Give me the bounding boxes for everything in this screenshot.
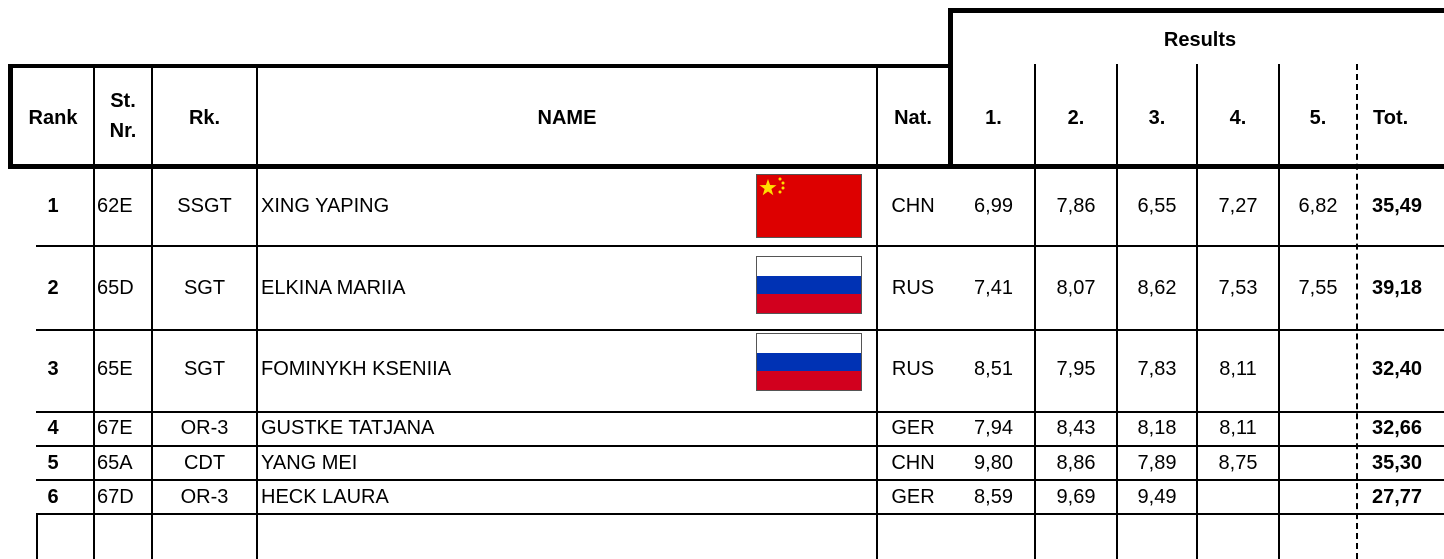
row-2-st-nr: 65D xyxy=(97,277,134,299)
rk-header: Rk. xyxy=(188,107,221,129)
row-5-total: 35,30 xyxy=(1372,452,1423,474)
col-line-c xyxy=(151,64,153,559)
row-4-name: GUSTKE TATJANA xyxy=(261,417,435,439)
row-1-name: XING YAPING xyxy=(261,195,390,217)
row-6-nat: GER xyxy=(891,486,935,508)
row-1-series-1: 6,99 xyxy=(974,195,1013,217)
row-2-nat: RUS xyxy=(891,277,935,299)
col-line-h xyxy=(1196,64,1198,559)
row-6-rank: 6 xyxy=(47,486,59,508)
row-5-series-3: 7,89 xyxy=(1137,452,1177,474)
russia-flag xyxy=(756,333,862,391)
row-line-6 xyxy=(36,513,1444,515)
row-2-rank: 2 xyxy=(47,277,59,299)
row-4-rank: 4 xyxy=(47,417,59,439)
row-4-st-nr: 67E xyxy=(97,417,133,439)
china-flag-big-star xyxy=(760,179,777,195)
row-3-series-3: 7,83 xyxy=(1137,358,1177,380)
header-bottom-line xyxy=(8,164,1444,169)
row-1-rank: 1 xyxy=(47,195,59,217)
row-1-series-4: 7,27 xyxy=(1218,195,1258,217)
row-1-rk: SSGT xyxy=(177,195,232,217)
row-5-nat: CHN xyxy=(891,452,935,474)
row-6-st-nr: 67D xyxy=(97,486,134,508)
series-2-header: 2. xyxy=(1067,107,1085,129)
nat-header: Nat. xyxy=(894,107,932,129)
row-2-series-2: 8,07 xyxy=(1056,277,1096,299)
series-3-header: 3. xyxy=(1148,107,1166,129)
row-line-4 xyxy=(36,445,1444,447)
row-5-st-nr: 65A xyxy=(97,452,133,474)
row-4-series-3: 8,18 xyxy=(1137,417,1177,439)
header-top-line xyxy=(8,64,953,68)
st-nr-header-line2: Nr. xyxy=(109,120,137,142)
row-line-1 xyxy=(36,245,1444,247)
results-box-top xyxy=(948,8,1444,13)
row-2-series-5: 7,55 xyxy=(1298,277,1338,299)
row-3-series-1: 8,51 xyxy=(974,358,1013,380)
row-6-total: 27,77 xyxy=(1372,486,1423,508)
col-line-total-dashed xyxy=(1356,64,1358,559)
col-line-d xyxy=(256,64,258,559)
row-line-3 xyxy=(36,411,1444,413)
row-line-5 xyxy=(36,479,1444,481)
row-6-series-2: 9,69 xyxy=(1056,486,1096,508)
russia-flag xyxy=(756,256,862,314)
series-1-header: 1. xyxy=(985,107,1002,129)
row-4-series-4: 8,11 xyxy=(1219,417,1257,439)
series-5-header: 5. xyxy=(1309,107,1327,129)
row-3-series-2: 7,95 xyxy=(1056,358,1096,380)
col-line-a xyxy=(36,513,38,559)
row-4-total: 32,66 xyxy=(1372,417,1423,439)
row-1-nat: CHN xyxy=(891,195,935,217)
row-6-series-3: 9,49 xyxy=(1137,486,1177,508)
col-line-e xyxy=(876,64,878,559)
row-3-name: FOMINYKH KSENIIA xyxy=(261,358,452,380)
col-line-g xyxy=(1116,64,1118,559)
row-5-series-2: 8,86 xyxy=(1056,452,1096,474)
row-2-series-1: 7,41 xyxy=(974,277,1013,299)
row-2-series-3: 8,62 xyxy=(1137,277,1177,299)
series-4-header: 4. xyxy=(1229,107,1247,129)
row-5-series-4: 8,75 xyxy=(1218,452,1258,474)
row-5-series-1: 9,80 xyxy=(974,452,1013,474)
row-6-rk: OR-3 xyxy=(180,486,229,508)
row-4-rk: OR-3 xyxy=(180,417,229,439)
row-5-rk: CDT xyxy=(183,452,226,474)
row-3-total: 32,40 xyxy=(1372,358,1423,380)
row-3-nat: RUS xyxy=(891,358,935,380)
row-1-series-3: 6,55 xyxy=(1137,195,1177,217)
row-5-rank: 5 xyxy=(47,452,59,474)
row-1-st-nr: 62E xyxy=(97,195,133,217)
row-2-series-4: 7,53 xyxy=(1218,277,1258,299)
st-nr-header-line1: St. xyxy=(110,90,136,112)
col-line-f xyxy=(1034,64,1036,559)
row-2-rk: SGT xyxy=(183,277,226,299)
row-5-name: YANG MEI xyxy=(261,452,358,474)
row-1-series-5: 6,82 xyxy=(1298,195,1338,217)
row-3-series-4: 8,11 xyxy=(1219,358,1257,380)
china-flag xyxy=(756,174,862,238)
total-header: Tot. xyxy=(1373,107,1409,129)
row-4-nat: GER xyxy=(891,417,935,439)
rank-header: Rank xyxy=(28,107,78,129)
col-line-i xyxy=(1278,64,1280,559)
row-line-2 xyxy=(36,329,1444,331)
row-1-total: 35,49 xyxy=(1372,195,1423,217)
row-3-st-nr: 65E xyxy=(97,358,133,380)
row-6-name: HECK LAURA xyxy=(261,486,389,508)
row-4-series-1: 7,94 xyxy=(974,417,1013,439)
row-1-series-2: 7,86 xyxy=(1056,195,1096,217)
row-6-series-1: 8,59 xyxy=(974,486,1013,508)
row-4-series-2: 8,43 xyxy=(1056,417,1096,439)
results-box-left xyxy=(948,8,953,169)
row-2-total: 39,18 xyxy=(1372,277,1423,299)
results-header: Results xyxy=(1163,29,1237,51)
row-3-rank: 3 xyxy=(47,358,59,380)
row-2-name: ELKINA MARIIA xyxy=(261,277,406,299)
row-3-rk: SGT xyxy=(183,358,226,380)
name-header: NAME xyxy=(537,107,597,129)
